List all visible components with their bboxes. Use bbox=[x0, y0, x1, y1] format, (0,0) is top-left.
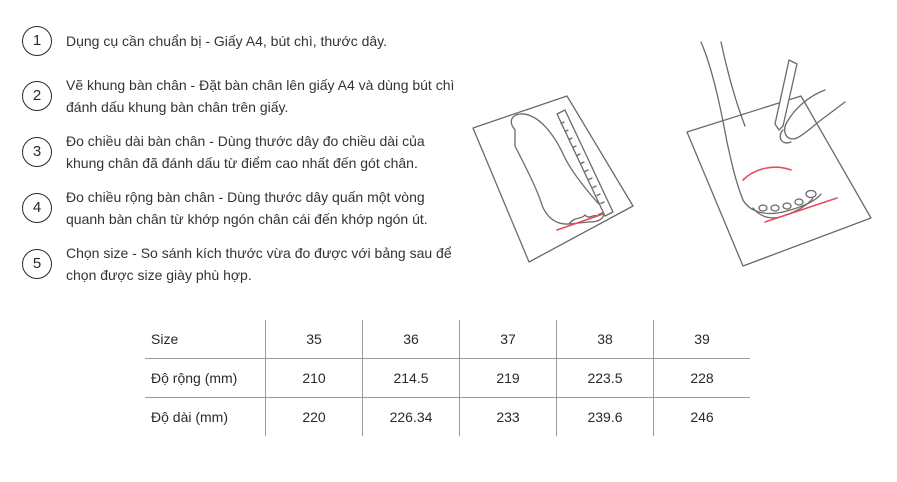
table-cell: 38 bbox=[557, 320, 654, 359]
table-cell: 219 bbox=[460, 359, 557, 398]
step-text: Đo chiều dài bàn chân - Dùng thước dây đo chiều dài của khung chân đã đánh dấu từ điểm cao nhất đến gót chân. bbox=[66, 133, 425, 171]
table-row bbox=[145, 320, 750, 359]
table-cell: 223.5 bbox=[557, 359, 654, 398]
table-row bbox=[145, 359, 750, 398]
row-label: Size bbox=[145, 320, 266, 359]
step-text: Đo chiều rộng bàn chân - Dùng thước dây quấn một vòng quanh bàn chân từ khớp ngón chân cái đến khớp ngón út. bbox=[66, 189, 428, 227]
table-cell: 233 bbox=[460, 398, 557, 437]
step-text: Dụng cụ cần chuẩn bị - Giấy A4, bút chì, thước dây. bbox=[66, 33, 388, 49]
table-cell: 35 bbox=[266, 320, 363, 359]
table-cell: 37 bbox=[460, 320, 557, 359]
size-chart-table bbox=[145, 320, 750, 436]
step-number-badge: 3 bbox=[22, 137, 52, 167]
row-label: Độ dài (mm) bbox=[151, 409, 229, 425]
table-cell: 220 bbox=[266, 398, 363, 437]
step-text: Chọn size - So sánh kích thước vừa đo được với bảng sau để chọn được size giày phù hợp. bbox=[66, 245, 452, 283]
table-cell: 210 bbox=[266, 359, 363, 398]
step-number-badge: 2 bbox=[22, 81, 52, 111]
table-cell: 39 bbox=[654, 320, 751, 359]
foot-measurement-illustrations bbox=[465, 30, 885, 275]
step-text: Vẽ khung bàn chân - Đặt bàn chân lên giấy A4 và dùng bút chì đánh dấu khung bàn chân trên giấy. bbox=[66, 77, 455, 115]
table-cell: 214.5 bbox=[363, 359, 460, 398]
table-cell: 36 bbox=[363, 320, 460, 359]
hand-tracing-foot-outline-icon bbox=[687, 42, 871, 266]
step-number-badge: 5 bbox=[22, 249, 52, 279]
table-cell: 239.6 bbox=[557, 398, 654, 437]
table-cell: 228 bbox=[654, 359, 751, 398]
foot-on-paper-with-ruler-icon bbox=[473, 96, 633, 262]
step-number-badge: 4 bbox=[22, 193, 52, 223]
row-label: Độ rộng (mm) bbox=[145, 359, 266, 398]
table-cell: 226.34 bbox=[363, 398, 460, 437]
table-cell: 246 bbox=[654, 398, 751, 437]
step-number-badge: 1 bbox=[22, 26, 52, 56]
table-row bbox=[145, 398, 750, 437]
